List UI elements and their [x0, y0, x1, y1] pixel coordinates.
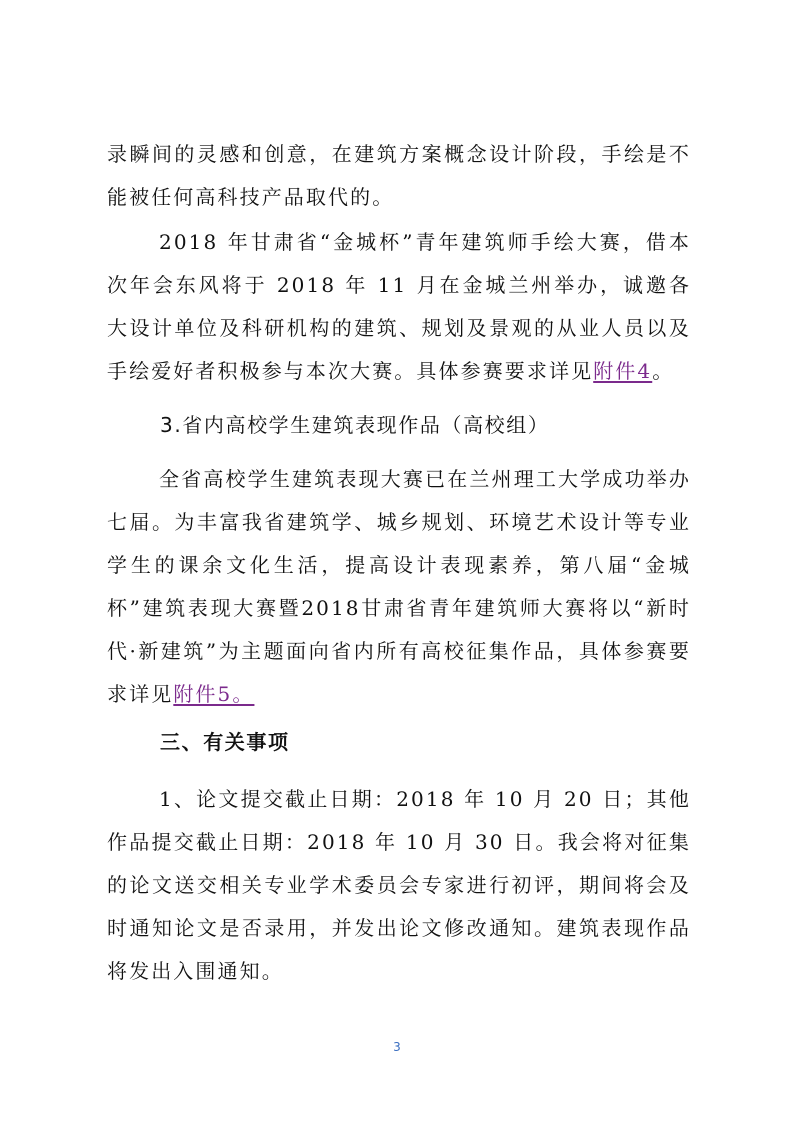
- paragraph-deadlines: [107, 778, 691, 993]
- attachment-4-link[interactable]: 附件4: [593, 359, 653, 383]
- paragraph-text: 2018 年甘肃省“金城杯”青年建筑师手绘大赛，借本次年会东风将于 2018 年 11 月在金城兰州举办，诚邀各大设计单位及科研机构的建筑、规划及景观的从业人员以及手绘爱好者积极参与本次大赛。具体参赛要求详见: [107, 230, 691, 383]
- attachment-5-link[interactable]: 附件5。: [173, 682, 255, 706]
- paragraph-text: 1、论文提交截止日期：2018 年 10 月 20 日；其他作品提交截止日期：2018 年 10 月 30 日。我会将对征集的论文送交相关专业学术委员会专家进行初评，期间将会及时通知论文是否录用，并发出论文修改通知。建筑表现作品将发出入围通知。: [107, 787, 691, 983]
- paragraph-end: 。: [652, 359, 675, 383]
- paragraph-university-competition: [107, 458, 691, 716]
- section-heading-related-matters: 三、有关事项: [160, 730, 290, 754]
- paragraph-hand-drawing-value: [107, 133, 691, 219]
- page-number: 3: [393, 1040, 401, 1054]
- paragraph-text: 全省高校学生建筑表现大赛已在兰州理工大学成功举办七届。为丰富我省建筑学、城乡规划、环境艺术设计等专业学生的课余文化生活，提高设计表现素养，第八届“金城杯”建筑表现大赛暨2018甘肃省青年建筑师大赛将以“新时代·新建筑”为主题面向省内所有高校征集作品，具体参赛要求详见: [107, 467, 691, 706]
- paragraph-text: 录瞬间的灵感和创意，在建筑方案概念设计阶段，手绘是不能被任何高科技产品取代的。: [107, 142, 691, 209]
- subheading-university-works: 3.省内高校学生建筑表现作品（高校组）: [160, 413, 550, 437]
- paragraph-hand-drawing-contest: [107, 221, 691, 393]
